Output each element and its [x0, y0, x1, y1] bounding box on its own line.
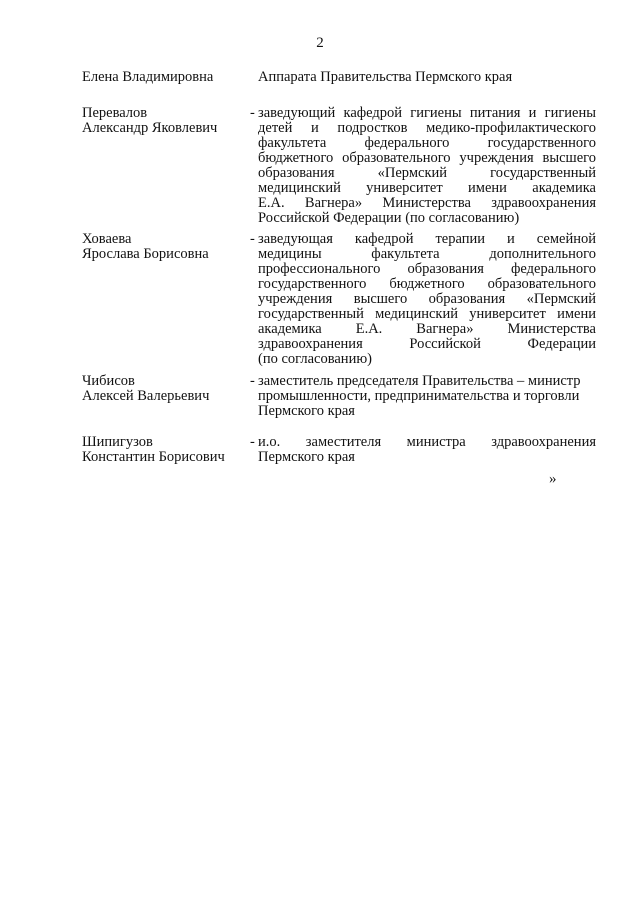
person-position	[258, 435, 596, 465]
position-line: Е.А. Вагнера» Министерства здравоохранения	[258, 196, 596, 211]
position-line: заместитель председателя Правительства – министр	[258, 374, 581, 389]
person-name	[82, 106, 252, 136]
person-name-line: Елена Владимировна	[82, 69, 214, 85]
person-given-name: Ярослава Борисовна	[82, 246, 209, 262]
person-position	[258, 374, 596, 419]
position-line: заведующий кафедрой гигиены питания и гигиены	[258, 106, 596, 121]
person-surname: Перевалов	[82, 105, 148, 121]
position-line: государственный медицинский университет имени	[258, 307, 596, 322]
dash-separator: -	[250, 105, 255, 121]
position-line: и.о. заместителя министра здравоохранения	[258, 435, 596, 450]
position-line: (по согласованию)	[258, 352, 372, 367]
position-line: бюджетного образовательного учреждения высшего	[258, 151, 596, 166]
position-line: Российской Федерации (по согласованию)	[258, 211, 520, 226]
position-line: учреждения высшего образования «Пермский	[258, 292, 596, 307]
person-given-name: Алексей Валерьевич	[82, 388, 210, 404]
person-name	[82, 374, 252, 404]
person-position	[258, 106, 596, 226]
position-line: профессионального образования федерального	[258, 262, 596, 277]
dash-separator: -	[250, 373, 255, 389]
position-line: промышленности, предпринимательства и торговли	[258, 389, 580, 404]
person-surname: Чибисов	[82, 373, 135, 389]
position-line: медицины факультета дополнительного	[258, 247, 596, 262]
position-line: Пермского края	[258, 404, 355, 419]
person-position	[258, 232, 596, 367]
person-given-name: Константин Борисович	[82, 449, 225, 465]
dash-separator: -	[250, 231, 255, 247]
page-number: 2	[316, 35, 324, 51]
dash-separator: -	[250, 434, 255, 450]
person-surname: Ховаева	[82, 231, 132, 247]
position-line: медицинский университет имени академика	[258, 181, 596, 196]
position-line: здравоохранения Российской Федерации	[258, 337, 596, 352]
position-line: заведующая кафедрой терапии и семейной	[258, 232, 596, 247]
person-given-name: Александр Яковлевич	[82, 120, 218, 136]
position-line: детей и подростков медико-профилактического	[258, 121, 596, 136]
position-line: Аппарата Правительства Пермского края	[258, 70, 513, 85]
position-line: академика Е.А. Вагнера» Министерства	[258, 322, 596, 337]
person-surname: Шипигузов	[82, 434, 153, 450]
person-name	[82, 70, 252, 85]
person-position	[258, 70, 596, 85]
position-line: факультета федерального государственного	[258, 136, 596, 151]
position-line: Пермского края	[258, 450, 355, 465]
position-line: государственного бюджетного образовательного	[258, 277, 596, 292]
closing-quote: »	[549, 471, 557, 487]
position-line: образования «Пермский государственный	[258, 166, 596, 181]
person-name	[82, 435, 252, 465]
person-name	[82, 232, 252, 262]
